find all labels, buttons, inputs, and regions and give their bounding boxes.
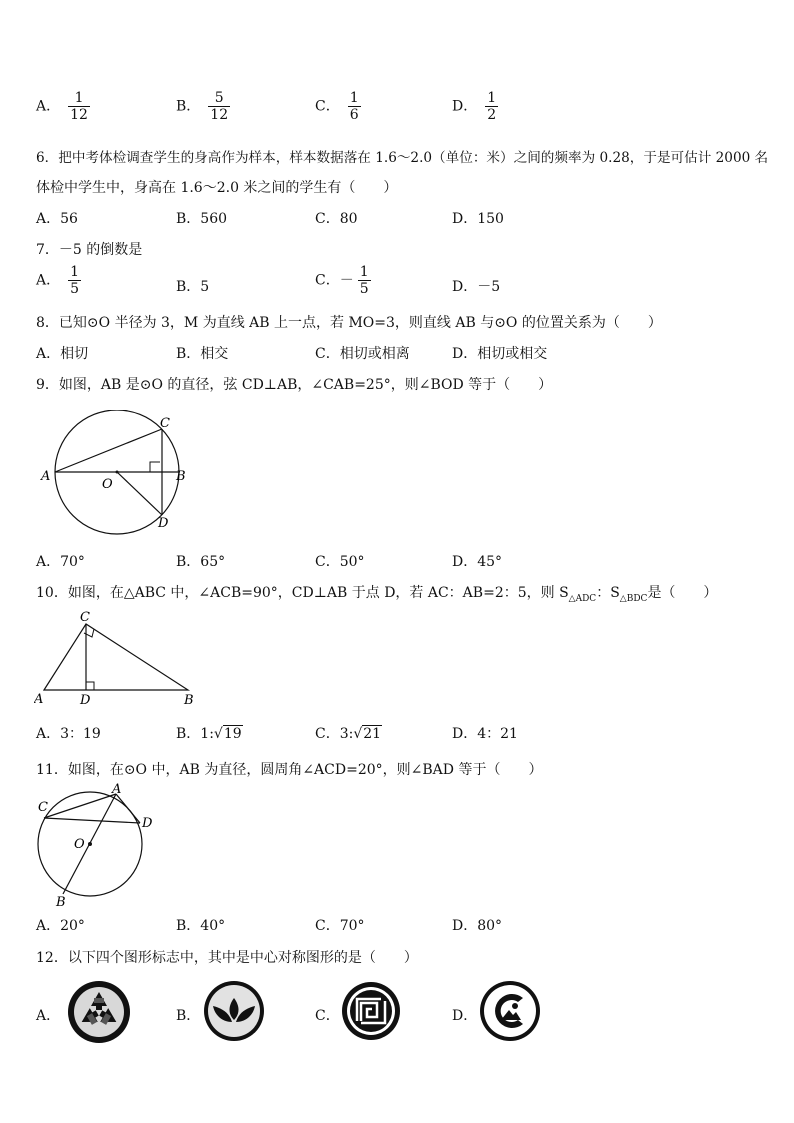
q6-option-b: B．560 — [176, 211, 228, 227]
q5-option-d: D． $\frac{1}{2}$ — [452, 90, 497, 124]
q11-label-c: C — [38, 800, 48, 815]
q7-stem: 7．－5 的倒数是 — [36, 242, 143, 258]
q7-option-a: A． $\frac{1}{5}$ — [36, 264, 80, 298]
q9-option-a: A．70° — [36, 554, 85, 570]
q11-label-a: A — [112, 782, 122, 797]
q7-option-c: C．－ $\frac{1}{5}$ — [315, 264, 369, 298]
q5-option-c: C． $\frac{1}{6}$ — [315, 90, 359, 124]
q11-stem: 11．如图，在⊙O 中，AB 为直径，圆周角∠ACD=20°，则∠BAD 等于（ ） — [36, 762, 543, 778]
q9-label-o: O — [102, 477, 113, 492]
q9-label-b: B — [176, 469, 186, 484]
q9-center-point — [116, 471, 119, 474]
q10-option-d: D．4：21 — [452, 726, 518, 742]
q11-option-b: B．40° — [176, 918, 226, 934]
q10-label-c: C — [80, 610, 90, 625]
q10-option-b: B．1:√19 — [176, 726, 242, 742]
q10-label-b: B — [184, 693, 194, 708]
q9-stem: 9．如图，AB 是⊙O 的直径，弦 CD⊥AB，∠CAB=25°，则∠BOD 等于（ ） — [36, 377, 553, 393]
q11-label-d: D — [142, 816, 153, 831]
q8-option-b: B．相交 — [176, 346, 229, 362]
q10-option-c: C．3:√21 — [315, 726, 382, 742]
q7-option-d: D．－5 — [452, 279, 501, 295]
q12-option-a-letter: A． — [36, 1008, 61, 1024]
q9-right-angle-mark — [150, 462, 160, 472]
q12-stem: 12．以下四个图形标志中，其中是中心对称图形的是（ ） — [36, 950, 418, 966]
q11-chord-ad — [116, 794, 140, 823]
q11-chord-cd — [44, 818, 140, 823]
q12-option-d-letter: D． — [452, 1008, 478, 1024]
q11-option-d: D．80° — [452, 918, 503, 934]
q9-option-b: B．65° — [176, 554, 226, 570]
q9-label-d: D — [158, 516, 169, 531]
q10-right-angle-d — [86, 682, 94, 690]
q12-option-b-letter: B． — [176, 1008, 201, 1024]
q9-option-d: D．45° — [452, 554, 503, 570]
q6-option-d: D．150 — [452, 211, 504, 227]
recycle-logo-icon — [67, 980, 131, 1044]
q9-label-a: A — [41, 469, 51, 484]
q9-radius-od — [117, 472, 162, 515]
leaf-emblem-icon — [203, 980, 265, 1042]
q11-option-a: A．20° — [36, 918, 85, 934]
q10-triangle-abc — [44, 624, 188, 690]
q8-option-c: C．相切或相离 — [315, 346, 410, 362]
q8-stem: 8．已知⊙O 半径为 3，M 为直线 AB 上一点，若 MO=3，则直线 AB 与⊙O 的位置关系为（ ） — [36, 315, 662, 331]
q10-option-a: A．3：19 — [36, 726, 101, 742]
q11-label-b: B — [56, 895, 66, 907]
q6-option-a: A．56 — [36, 211, 78, 227]
q9-label-c: C — [160, 416, 170, 431]
q8-option-a: A．相切 — [36, 346, 89, 362]
q5-option-b: B． $\frac{5}{12}$ — [176, 90, 229, 124]
square-spiral-logo-icon — [341, 981, 401, 1041]
q6-stem-line1: 6．把中考体检调查学生的身高作为样本，样本数据落在 1.6～2.0（单位：米）之间的频率为 0.28，于是可估计 2000 名 — [36, 150, 769, 166]
q11-option-c: C．70° — [315, 918, 365, 934]
q7-option-b: B．5 — [176, 279, 210, 295]
q10-label-a: A — [34, 692, 44, 707]
q8-option-d: D．相切或相交 — [452, 346, 548, 362]
q6-option-c: C．80 — [315, 211, 358, 227]
q11-circle-diagram — [32, 782, 162, 907]
q11-label-o: O — [74, 837, 85, 852]
q6-stem-line2: 体检中学生中，身高在 1.6～2.0 米之间的学生有（ ） — [36, 180, 398, 196]
q12-option-c-letter: C． — [315, 1008, 340, 1024]
q10-stem: 10．如图，在△ABC 中，∠ACB=90°，CD⊥AB 于点 D，若 AC：AB=2：5，则 $S_{\triangle ADC}$：$S_{\triangle BDC}$是（ ） — [36, 585, 718, 604]
q11-center-point — [88, 842, 92, 846]
q10-triangle-diagram — [34, 608, 194, 708]
q9-chord-ac — [55, 429, 162, 472]
q10-label-d: D — [80, 693, 91, 708]
c-mountain-logo-icon — [479, 980, 541, 1042]
q5-option-a: A． $\frac{1}{12}$ — [36, 90, 88, 124]
q9-option-c: C．50° — [315, 554, 365, 570]
q9-circle-diagram — [36, 410, 206, 540]
